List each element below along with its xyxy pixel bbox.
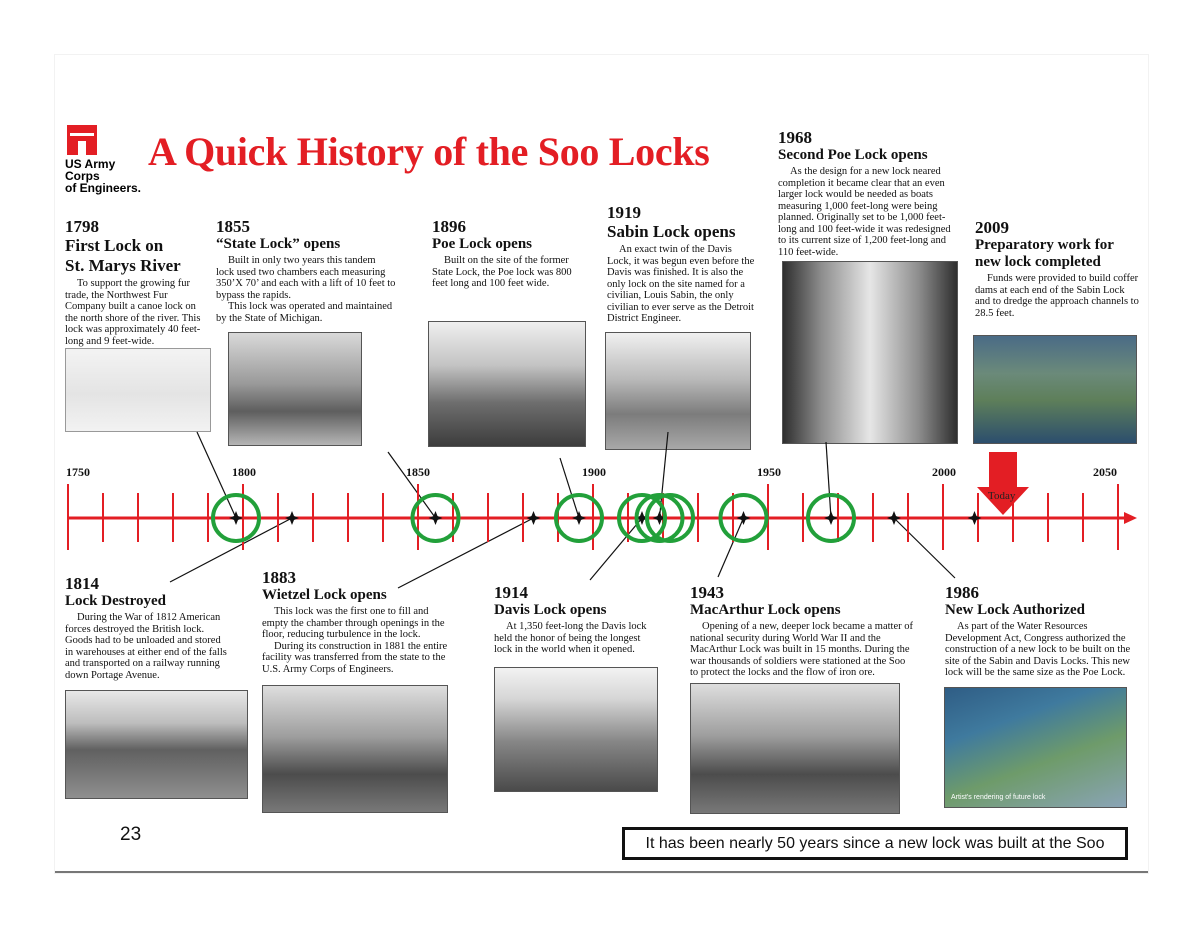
axis-label-1750: 1750 — [66, 465, 90, 479]
event-marker-1968 — [824, 511, 838, 525]
event-marker-1943 — [737, 511, 751, 525]
event-1943: 1943 MacArthur Lock opens Opening of a new, deeper lock became a matter of national security during World War II and the MacArthur Lock was built in 15 months. During the war thousands of soldiers were stationed at the Soo to protect the locks and the flow of iron ore. — [690, 583, 913, 678]
axis-label-1900: 1900 — [582, 465, 606, 479]
event-marker-1798 — [229, 511, 243, 525]
photo-1986-future-lock — [944, 687, 1127, 808]
event-1814: 1814 Lock Destroyed During the War of 1812 American forces destroyed the British lock. Goods had to be unloaded and stored in warehouses at either end of the falls and transported on a railway running down Portage Avenue. — [65, 574, 227, 681]
event-1986: 1986 New Lock Authorized As part of the Water Resources Development Act, Congress authorized the construction of a new lock to be built on the site of the Sabin and Davis Locks. This new lock will be the same size as the Poe Lock. — [945, 583, 1131, 678]
event-1855: 1855 “State Lock” opens Built in only two years this tandem lock used two chambers each measuring 350’X 70’ and each with a lift of 10 feet to bypass the rapids. This lock was operated and maintained by the State of Michigan. — [216, 217, 396, 324]
page-number: 23 — [120, 824, 142, 845]
axis-label-2000: 2000 — [932, 465, 956, 479]
axis-label-2050: 2050 — [1093, 465, 1117, 479]
event-marker-1814 — [285, 511, 299, 525]
axis-label-1950: 1950 — [757, 465, 781, 479]
today-arrow-icon — [977, 452, 1029, 515]
event-marker-1896 — [572, 511, 586, 525]
event-2009: 2009 Preparatory work for new lock completed Funds were provided to build coffer dams at each end of the Sabin Lock and to dredge the approach channels to 28.5 feet. — [975, 218, 1139, 319]
leader-1968 — [826, 442, 831, 518]
leader-1986 — [894, 518, 955, 578]
event-1914: 1914 Davis Lock opens At 1,350 feet-long the Davis lock held the honor of being the longest lock in the world when it opened. — [494, 583, 647, 655]
event-marker-1883 — [527, 511, 541, 525]
event-marker-1855 — [429, 511, 443, 525]
leader-1914 — [590, 518, 642, 580]
photo-1814-portage-avenue — [65, 690, 248, 799]
event-marker-2009 — [968, 511, 982, 525]
photo-1943-macarthur-lock — [690, 683, 900, 814]
event-1798: 1798 First Lock on St. Marys River To support the growing fur trade, the Northwest Fur Company built a canoe lock on the north shore of the river. This lock was approximately 40 feet-long and 9 feet-wide. — [65, 217, 201, 347]
axis-label-1850: 1850 — [406, 465, 430, 479]
axis-arrowhead — [1124, 512, 1137, 524]
leader-1896 — [560, 458, 579, 518]
leader-1855 — [388, 452, 436, 518]
event-1896: 1896 Poe Lock opens Built on the site of the former State Lock, the Poe lock was 800 feet long and 100 feet wide. — [432, 217, 572, 289]
event-1883: 1883 Wietzel Lock opens This lock was the first one to fill and empty the chamber through openings in the floor, reducing turbulence in the lock. During its construction in 1881 the entire facility was transferred from the state to the U.S. Army Corps of Engineers. — [262, 568, 448, 675]
page-title: A Quick History of the Soo Locks — [148, 129, 710, 174]
photo-caption: Artist's rendering of future lock — [951, 794, 1046, 801]
photo-1914-davis-lock — [494, 667, 658, 792]
summary-note: It has been nearly 50 years since a new lock was built at the Soo — [622, 827, 1128, 860]
photo-1883-wietzel-lock — [262, 685, 448, 813]
today-label: Today — [988, 490, 1016, 502]
event-1968: 1968 Second Poe Lock opens As the design for a new lock neared completion it became clear that an even larger lock would be needed as boats measuring 1,000 feet-long were being planned. Originally set to be 1,000 feet-long and 100 feet-wide it was redesigned to its current size of 1,200 feet-long and 110 feet-wide. — [778, 128, 951, 258]
axis-label-1800: 1800 — [232, 465, 256, 479]
logo-text: US Army Corps of Engineers. — [65, 157, 142, 195]
event-1919: 1919 Sabin Lock opens An exact twin of the Davis Lock, it was begun even before the Davis was finished. It is also the only lock on the site named for a civilian, Louis Sabin, the only civilian to ever serve as the Detroit District Engineer. — [607, 203, 755, 324]
